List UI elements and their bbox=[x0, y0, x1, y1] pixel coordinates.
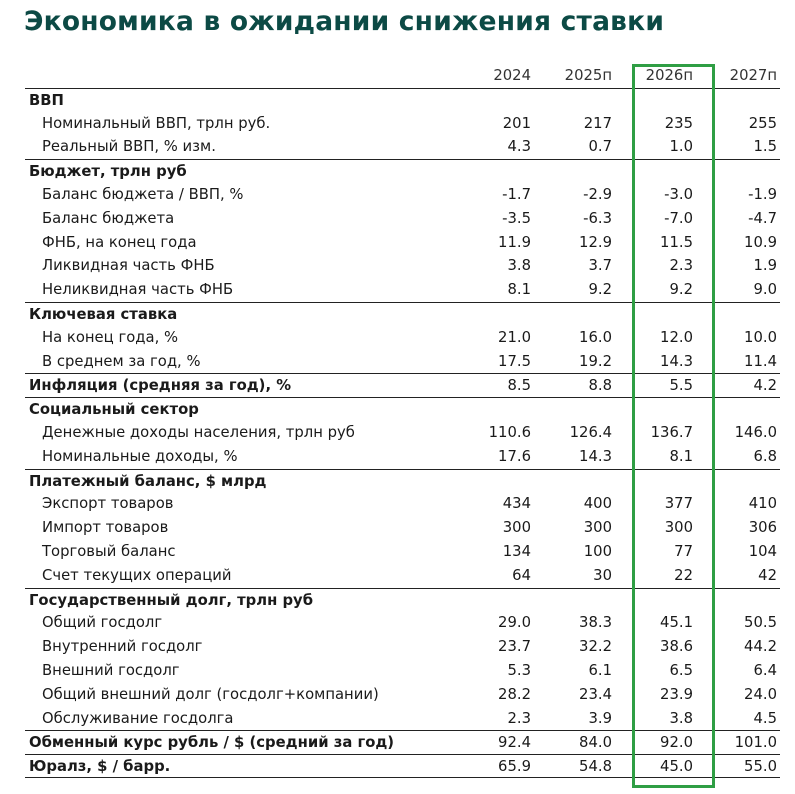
row-label: Номинальные доходы, % bbox=[42, 447, 238, 465]
cell-value: 19.2 bbox=[579, 352, 612, 370]
row-label: Торговый баланс bbox=[42, 542, 176, 560]
cell-value: 8.1 bbox=[507, 281, 531, 299]
cell-value: 45.1 bbox=[660, 614, 693, 632]
cell-value: 10.9 bbox=[744, 233, 777, 251]
row-label: Баланс бюджета bbox=[42, 209, 175, 227]
cell-value: 9.0 bbox=[753, 281, 777, 299]
table-row bbox=[25, 183, 780, 207]
table-row bbox=[25, 635, 780, 659]
cell-value: 100 bbox=[583, 542, 612, 560]
table-row bbox=[25, 421, 780, 445]
row-label: Обслуживание госдолга bbox=[42, 709, 234, 727]
cell-value: 400 bbox=[583, 495, 612, 513]
cell-value: 30 bbox=[593, 566, 612, 584]
cell-value: 110.6 bbox=[488, 423, 531, 441]
section-row bbox=[25, 373, 780, 397]
cell-value: 54.8 bbox=[579, 758, 612, 776]
cell-value: 6.4 bbox=[753, 661, 777, 679]
page-title: Экономика в ожидании снижения ставки bbox=[24, 6, 665, 37]
cell-value: 3.8 bbox=[669, 709, 693, 727]
cell-value: -4.7 bbox=[748, 209, 777, 227]
column-header-2024: 2024 bbox=[493, 67, 531, 84]
cell-value: -3.5 bbox=[502, 209, 531, 227]
cell-value: 3.8 bbox=[507, 257, 531, 275]
section-label: Юралз, $ / барр. bbox=[29, 758, 171, 776]
section-row bbox=[25, 88, 780, 112]
cell-value: 23.9 bbox=[660, 685, 693, 703]
cell-value: 146.0 bbox=[734, 423, 777, 441]
cell-value: 300 bbox=[664, 519, 693, 537]
cell-value: 101.0 bbox=[734, 734, 777, 752]
cell-value: 126.4 bbox=[569, 423, 612, 441]
cell-value: 14.3 bbox=[579, 447, 612, 465]
cell-value: 29.0 bbox=[498, 614, 531, 632]
table-row bbox=[25, 445, 780, 469]
column-header-2026: 2026п bbox=[645, 67, 693, 84]
cell-value: 92.4 bbox=[498, 734, 531, 752]
cell-value: 10.0 bbox=[744, 328, 777, 346]
row-label: Счет текущих операций bbox=[42, 566, 232, 584]
cell-value: 4.5 bbox=[753, 709, 777, 727]
cell-value: 45.0 bbox=[660, 758, 693, 776]
cell-value: -1.9 bbox=[748, 185, 777, 203]
cell-value: 22 bbox=[674, 566, 693, 584]
cell-value: 104 bbox=[748, 542, 777, 560]
row-label: ФНБ, на конец года bbox=[42, 233, 197, 251]
cell-value: 434 bbox=[502, 495, 531, 513]
cell-value: 38.6 bbox=[660, 638, 693, 656]
cell-value: 38.3 bbox=[579, 614, 612, 632]
section-label: Инфляция (средняя за год), % bbox=[29, 377, 292, 395]
cell-value: 11.5 bbox=[660, 233, 693, 251]
row-label: Номинальный ВВП, трлн руб. bbox=[42, 114, 271, 132]
cell-value: 1.0 bbox=[669, 138, 693, 156]
cell-value: 77 bbox=[674, 542, 693, 560]
row-label: Внешний госдолг bbox=[42, 661, 180, 679]
table-row bbox=[25, 611, 780, 635]
cell-value: 9.2 bbox=[588, 281, 612, 299]
section-label: Государственный долг, трлн руб bbox=[29, 591, 314, 609]
cell-value: -1.7 bbox=[502, 185, 531, 203]
row-label: На конец года, % bbox=[42, 328, 179, 346]
section-row bbox=[25, 302, 780, 326]
cell-value: 64 bbox=[512, 566, 531, 584]
cell-value: 377 bbox=[664, 495, 693, 513]
cell-value: 92.0 bbox=[660, 734, 693, 752]
cell-value: 16.0 bbox=[579, 328, 612, 346]
cell-value: 8.1 bbox=[669, 447, 693, 465]
row-label: Общий госдолг bbox=[42, 614, 163, 632]
cell-value: 3.7 bbox=[588, 257, 612, 275]
row-label: Экспорт товаров bbox=[42, 495, 174, 513]
cell-value: 24.0 bbox=[744, 685, 777, 703]
row-label: Реальный ВВП, % изм. bbox=[42, 138, 216, 156]
cell-value: 17.5 bbox=[498, 352, 531, 370]
cell-value: 14.3 bbox=[660, 352, 693, 370]
cell-value: 8.5 bbox=[507, 377, 531, 395]
table-row bbox=[25, 207, 780, 231]
row-label: Импорт товаров bbox=[42, 519, 169, 537]
cell-value: 9.2 bbox=[669, 281, 693, 299]
cell-value: 201 bbox=[502, 114, 531, 132]
cell-value: 23.7 bbox=[498, 638, 531, 656]
cell-value: 1.9 bbox=[753, 257, 777, 275]
cell-value: 2.3 bbox=[507, 709, 531, 727]
section-label: ВВП bbox=[29, 91, 64, 109]
cell-value: 44.2 bbox=[744, 638, 777, 656]
section-row bbox=[25, 730, 780, 754]
table-row bbox=[25, 350, 780, 374]
table-row bbox=[25, 540, 780, 564]
table-row bbox=[25, 707, 780, 731]
cell-value: 65.9 bbox=[498, 758, 531, 776]
table-row bbox=[25, 492, 780, 516]
cell-value: 4.2 bbox=[753, 377, 777, 395]
cell-value: 5.5 bbox=[669, 377, 693, 395]
table-row bbox=[25, 231, 780, 255]
cell-value: 42 bbox=[758, 566, 777, 584]
cell-value: 32.2 bbox=[579, 638, 612, 656]
cell-value: -6.3 bbox=[583, 209, 612, 227]
cell-value: 11.4 bbox=[744, 352, 777, 370]
cell-value: 6.8 bbox=[753, 447, 777, 465]
cell-value: -3.0 bbox=[664, 185, 693, 203]
cell-value: 2.3 bbox=[669, 257, 693, 275]
column-header-2027: 2027п bbox=[729, 67, 777, 84]
table-row bbox=[25, 112, 780, 136]
cell-value: 28.2 bbox=[498, 685, 531, 703]
table-row bbox=[25, 278, 780, 302]
cell-value: 255 bbox=[748, 114, 777, 132]
cell-value: 6.5 bbox=[669, 661, 693, 679]
cell-value: 5.3 bbox=[507, 661, 531, 679]
table-row bbox=[25, 254, 780, 278]
section-row bbox=[25, 469, 780, 493]
cell-value: 4.3 bbox=[507, 138, 531, 156]
cell-value: -2.9 bbox=[583, 185, 612, 203]
table-row bbox=[25, 516, 780, 540]
section-row bbox=[25, 397, 780, 421]
row-label: Общий внешний долг (госдолг+компании) bbox=[42, 685, 379, 703]
cell-value: 0.7 bbox=[588, 138, 612, 156]
cell-value: 235 bbox=[664, 114, 693, 132]
cell-value: 11.9 bbox=[498, 233, 531, 251]
cell-value: 217 bbox=[583, 114, 612, 132]
cell-value: 300 bbox=[502, 519, 531, 537]
section-row bbox=[25, 588, 780, 612]
table-row bbox=[25, 659, 780, 683]
cell-value: 8.8 bbox=[588, 377, 612, 395]
cell-value: 134 bbox=[502, 542, 531, 560]
column-header-2025: 2025п bbox=[564, 67, 612, 84]
cell-value: 23.4 bbox=[579, 685, 612, 703]
cell-value: 50.5 bbox=[744, 614, 777, 632]
cell-value: 306 bbox=[748, 519, 777, 537]
row-label: Ликвидная часть ФНБ bbox=[42, 257, 215, 275]
cell-value: 21.0 bbox=[498, 328, 531, 346]
section-label: Ключевая ставка bbox=[29, 305, 178, 323]
cell-value: 17.6 bbox=[498, 447, 531, 465]
table-row bbox=[25, 135, 780, 159]
row-label: В среднем за год, % bbox=[42, 352, 201, 370]
table-header-row bbox=[25, 64, 780, 88]
row-label: Неликвидная часть ФНБ bbox=[42, 281, 234, 299]
cell-value: 55.0 bbox=[744, 758, 777, 776]
cell-value: 12.0 bbox=[660, 328, 693, 346]
section-label: Платежный баланс, $ млрд bbox=[29, 472, 267, 490]
cell-value: 3.9 bbox=[588, 709, 612, 727]
economic-forecast-table bbox=[25, 64, 780, 778]
cell-value: 6.1 bbox=[588, 661, 612, 679]
cell-value: 410 bbox=[748, 495, 777, 513]
cell-value: 84.0 bbox=[579, 734, 612, 752]
section-label: Бюджет, трлн руб bbox=[29, 163, 187, 181]
section-row bbox=[25, 159, 780, 183]
section-label: Обменный курс рубль / $ (средний за год) bbox=[29, 734, 395, 752]
row-label: Денежные доходы населения, трлн руб bbox=[42, 423, 355, 441]
cell-value: 12.9 bbox=[579, 233, 612, 251]
table-row bbox=[25, 683, 780, 707]
section-label: Социальный сектор bbox=[29, 401, 199, 419]
row-label: Баланс бюджета / ВВП, % bbox=[42, 185, 244, 203]
table-row bbox=[25, 326, 780, 350]
cell-value: -7.0 bbox=[664, 209, 693, 227]
cell-value: 300 bbox=[583, 519, 612, 537]
cell-value: 136.7 bbox=[650, 423, 693, 441]
cell-value: 1.5 bbox=[753, 138, 777, 156]
row-label: Внутренний госдолг bbox=[42, 638, 203, 656]
section-row bbox=[25, 754, 780, 778]
table-row bbox=[25, 564, 780, 588]
